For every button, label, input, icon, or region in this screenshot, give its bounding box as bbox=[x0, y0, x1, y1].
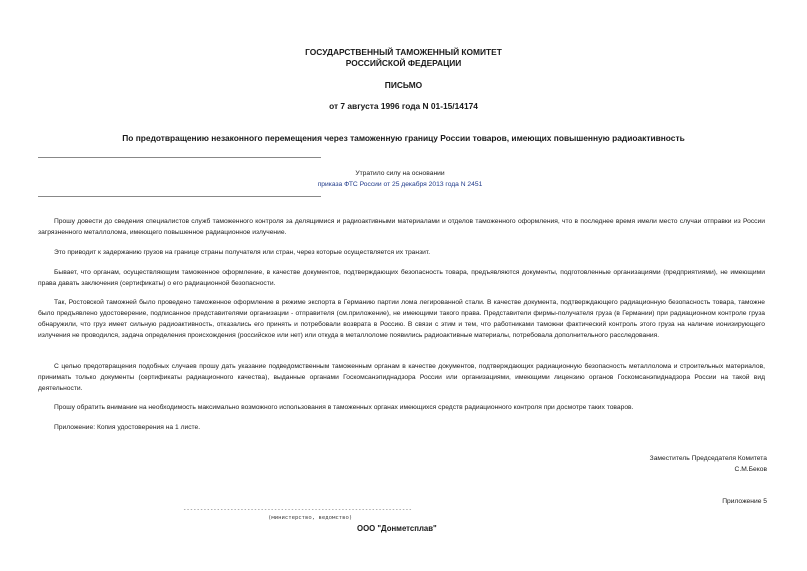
paragraph-1: Прошу довести до сведения специалистов служб таможенного контроля за делящимися и радиоактивными материалами и отделов таможенного оформления, что в последнее время имели место случаи отправки из России загрязненного металлолома, имеющего повышенное радиационное излучение. bbox=[38, 218, 765, 236]
bottom-divider bbox=[38, 196, 321, 197]
ministry-caption: (министерство, ведомство) bbox=[268, 515, 353, 521]
top-divider bbox=[38, 157, 321, 158]
expired-note: Утратило силу на основании bbox=[355, 170, 445, 177]
paragraph-4: Так, Ростовской таможней было проведено таможенное оформление в режиме экспорта в Германию партии лома легированной стали. В качестве документа, подтверждающего радиационную безопасность товара, таможне было предъявлено удостоверение, подписанное представителями организации - отправителя (см.приложение), не имеющими такого права. Представители фирмы-получателя груза (в Германии) при радиационном контроле груза обнаружили, что груз имеет сильную радиоактивность, отказались его принять и потребовали возврата в Россию. В связи с этим и тем, что работниками таможни фактический контроль этого груза на наличие ионизирующего излучения не проводился, задача определения происхождения (российское или нет) или откуда в металлоломе появились радиоактивные материалы, потребовала дополнительного расследования. bbox=[38, 299, 765, 339]
expired-link-wrap bbox=[310, 181, 490, 188]
paragraph-5: С целью предотвращения подобных случаев прошу дать указание подведомственным таможенным органам в качестве документов, подтверждающих радиационную безопасность металлолома и строительных материалов, принимать только документы (сертификаты радиационного качества), выданные органами Госкомсанэпиднадзора России или организациями, имеющими лицензию органов Госкомсанэпиднадзора России на такой вид деятельности. bbox=[38, 363, 765, 392]
paragraph-2: Это приводит к задержанию грузов на границе страны получателя или стран, через которые осуществляется их транзит. bbox=[54, 249, 431, 256]
paragraph-3: Бывает, что органам, осуществляющим таможенное оформление, в качестве документов, подтверждающих безопасность товара, предъявляются документы, подготовленные организациями (предприятиями), не имеющими права давать заключения (сертификаты) о его радиационной безопасности. bbox=[38, 269, 765, 287]
appendix-label: Приложение 5 bbox=[722, 498, 767, 505]
expired-order-link[interactable]: приказа ФТС России от 25 декабря 2013 года N 2451 bbox=[317, 181, 483, 188]
appendix-dash-line: -------------------------------------------------------------------- bbox=[183, 507, 413, 513]
document-type: ПИСЬМО bbox=[384, 80, 423, 90]
document-title: По предотвращению незаконного перемещения через таможенную границу России товаров, имеющих повышенную радиоактивность bbox=[122, 133, 685, 143]
attachment-note: Приложение: Копия удостоверения на 1 листе. bbox=[54, 424, 201, 431]
organization-name: ООО "Донметсплав" bbox=[357, 524, 437, 533]
paragraph-6: Прошу обратить внимание на необходимость максимально возможного использования в таможенных органах имеющихся средств радиационного контроля при досмотре таких товаров. bbox=[54, 404, 634, 411]
committee-name-line1: ГОСУДАРСТВЕННЫЙ ТАМОЖЕННЫЙ КОМИТЕТ bbox=[305, 47, 502, 57]
document-date-number: от 7 августа 1996 года N 01-15/14174 bbox=[329, 101, 478, 111]
signatory-position: Заместитель Председателя Комитета bbox=[649, 455, 767, 462]
signatory-name: С.М.Беков bbox=[734, 466, 767, 473]
committee-name-line2: РОССИЙСКОЙ ФЕДЕРАЦИИ bbox=[345, 58, 462, 68]
